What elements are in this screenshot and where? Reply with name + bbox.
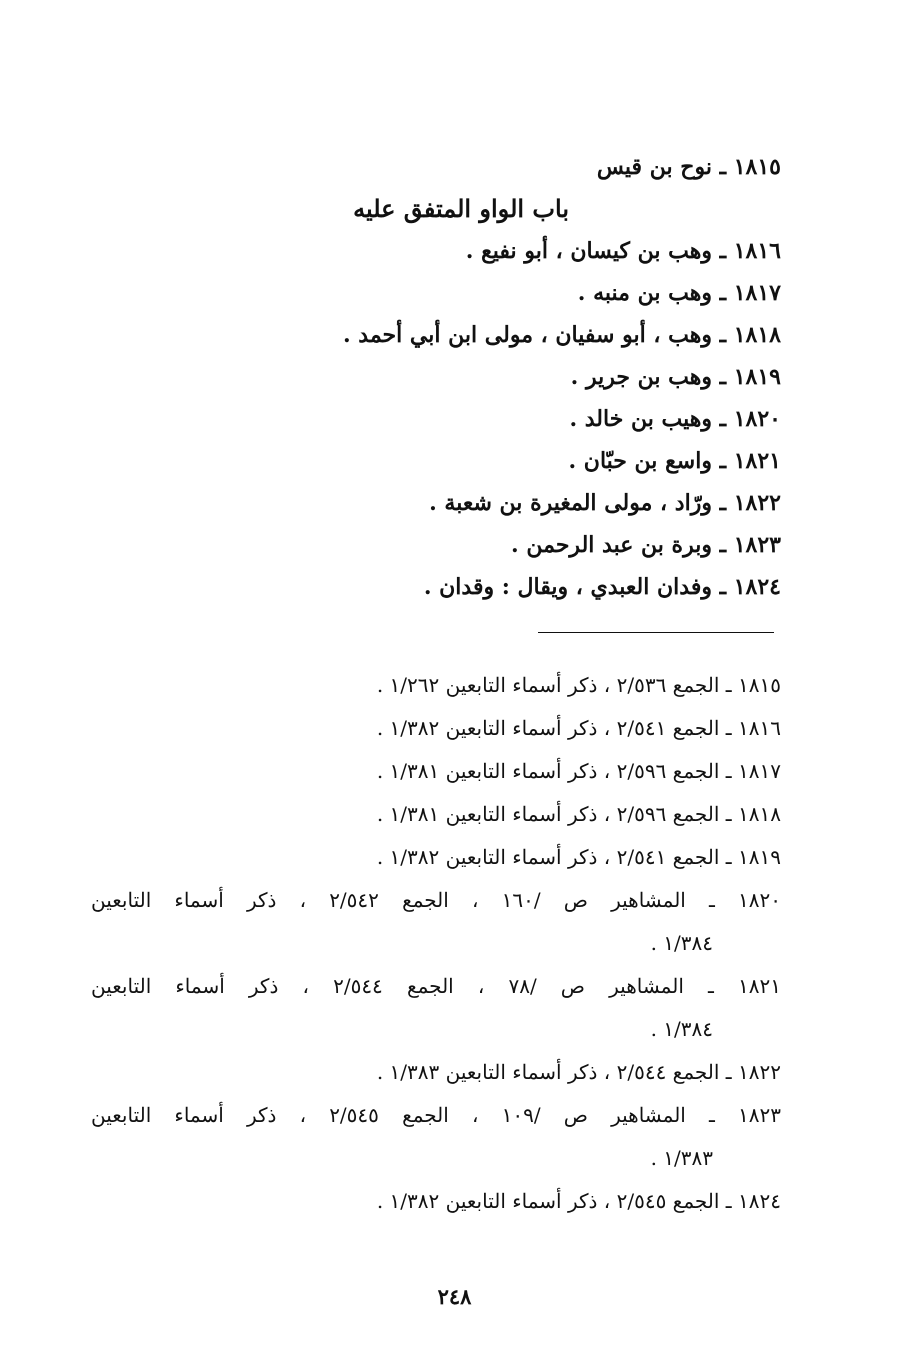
footnote-1824: ١٨٢٤ ـ الجمع ٢/٥٤٥ ، ذكر أسماء التابعين ١/٣٨٢ .: [376, 1189, 781, 1213]
section-heading: [221, 188, 781, 230]
entry-1823: ١٨٢٣ ـ وبرة بن عبد الرحمن .: [511, 532, 781, 558]
entry-1820: ١٨٢٠ ـ وهيب بن خالد .: [569, 406, 781, 432]
footnote-1817: ١٨١٧ ـ الجمع ٢/٥٩٦ ، ذكر أسماء التابعين ١/٣٨١ .: [376, 759, 781, 783]
page-number: ٢٤٨: [437, 1284, 472, 1309]
footnote-1820-continuation: ١/٣٨٤ .: [650, 931, 713, 955]
footnote-1821-continuation: ١/٣٨٤ .: [650, 1017, 713, 1041]
entry-1819: ١٨١٩ ـ وهب بن جرير .: [570, 364, 781, 390]
footnote-1823-continuation: ١/٣٨٣ .: [650, 1146, 713, 1170]
entry-1824: ١٨٢٤ ـ وفدان العبدي ، ويقال : وقدان .: [423, 574, 781, 600]
footnote-1816: ١٨١٦ ـ الجمع ٢/٥٤١ ، ذكر أسماء التابعين ١/٣٨٢ .: [376, 716, 781, 740]
entry-1822: ١٨٢٢ ـ ورّاد ، مولى المغيرة بن شعبة .: [429, 490, 781, 516]
entry-1817: ١٨١٧ ـ وهب بن منبه .: [577, 280, 781, 306]
footnote-1818: ١٨١٨ ـ الجمع ٢/٥٩٦ ، ذكر أسماء التابعين ١/٣٨١ .: [376, 802, 781, 826]
footnote-list: [91, 664, 781, 1223]
footnote-1821: ١٨٢١ ـ المشاهير ص /٧٨ ، الجمع ٢/٥٤٤ ، ذكر أسماء التابعين: [91, 974, 781, 998]
entry-1818: ١٨١٨ ـ وهب ، أبو سفيان ، مولى ابن أبي أحمد .: [342, 322, 781, 348]
entry-list: [221, 146, 781, 608]
section-heading-text: باب الواو المتفق عليه: [353, 194, 569, 223]
entry-1821: ١٨٢١ ـ واسع بن حبّان .: [568, 448, 781, 474]
footnote-1822: ١٨٢٢ ـ الجمع ٢/٥٤٤ ، ذكر أسماء التابعين ١/٣٨٣ .: [376, 1060, 781, 1084]
footnote-1820: ١٨٢٠ ـ المشاهير ص /١٦٠ ، الجمع ٢/٥٤٢ ، ذكر أسماء التابعين: [91, 888, 781, 912]
footnote-1815: ١٨١٥ ـ الجمع ٢/٥٣٦ ، ذكر أسماء التابعين ١/٢٦٢ .: [376, 673, 781, 697]
entry-1816: ١٨١٦ ـ وهب بن كيسان ، أبو نفيع .: [465, 238, 781, 264]
footnote-1819: ١٨١٩ ـ الجمع ٢/٥٤١ ، ذكر أسماء التابعين ١/٣٨٢ .: [376, 845, 781, 869]
footnote-1823: ١٨٢٣ ـ المشاهير ص /١٠٩ ، الجمع ٢/٥٤٥ ، ذكر أسماء التابعين: [91, 1103, 781, 1127]
footnote-separator: [538, 632, 774, 633]
entry-1815: ١٨١٥ ـ نوح بن قيس: [596, 154, 781, 180]
